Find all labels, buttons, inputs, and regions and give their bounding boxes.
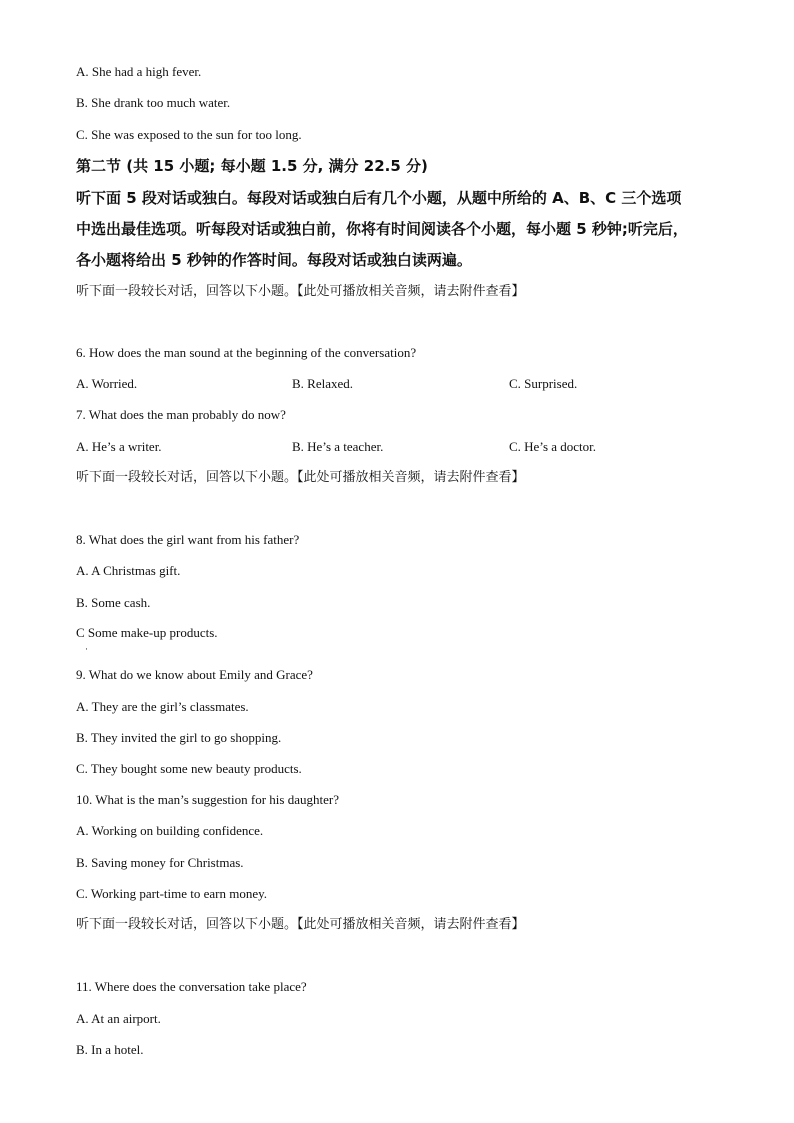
q5-option-c: C. She was exposed to the sun for too long. [76, 127, 302, 142]
stray-dot: · [85, 644, 88, 654]
option-b: B. They invited the girl to go shopping. [76, 730, 282, 745]
option-b: B. In a hotel. [76, 1042, 144, 1057]
option-a: A. Working on building confidence. [76, 823, 264, 838]
option-c: C Some make-up products. [76, 625, 218, 640]
instruction-line-3: 各小题将给出 5 秒钟的作答时间。每段对话或独白读两遍。 [76, 251, 472, 269]
question-stem: 11. Where does the conversation take place? [76, 979, 307, 994]
question-stem: 10. What is the man’s suggestion for his daughter? [76, 792, 339, 807]
question-stem: 6. How does the man sound at the beginning of the conversation? [76, 345, 417, 360]
audio-note: 听下面一段较长对话，回答以下小题。【此处可播放相关音频，请去附件查看】 [76, 470, 525, 485]
option-a: A. A Christmas gift. [76, 563, 181, 578]
instruction-line-2: 中选出最佳选项。听每段对话或独白前，你将有时间阅读各个小题，每小题 5 秒钟;听完后， [76, 220, 688, 238]
section-heading: 第二节 (共 15 小题; 每小题 1.5 分, 满分 22.5 分) [76, 157, 428, 175]
option-a: A. He’s a writer. [76, 439, 162, 454]
question-stem: 9. What do we know about Emily and Grace? [76, 667, 313, 682]
option-a: A. They are the girl’s classmates. [76, 699, 249, 714]
option-b: B. He’s a teacher. [292, 439, 384, 454]
option-c: C. They bought some new beauty products. [76, 761, 302, 776]
audio-note: 听下面一段较长对话，回答以下小题。【此处可播放相关音频，请去附件查看】 [76, 284, 525, 299]
option-a: A. Worried. [76, 376, 138, 391]
option-b: B. Saving money for Christmas. [76, 855, 244, 870]
question-stem: 8. What does the girl want from his father? [76, 532, 300, 547]
question-stem: 7. What does the man probably do now? [76, 407, 286, 422]
option-b: B. Some cash. [76, 595, 151, 610]
option-c: C. He’s a doctor. [509, 439, 597, 454]
option-a: A. At an airport. [76, 1011, 161, 1026]
q5-option-a: A. She had a high fever. [76, 64, 202, 79]
audio-note: 听下面一段较长对话，回答以下小题。【此处可播放相关音频，请去附件查看】 [76, 917, 525, 932]
option-b: B. Relaxed. [292, 376, 354, 391]
q5-option-b: B. She drank too much water. [76, 95, 231, 110]
option-c: C. Working part-time to earn money. [76, 886, 268, 901]
instruction-line-1: 听下面 5 段对话或独白。每段对话或独白后有几个小题，从题中所给的 A、B、C 三个选项 [76, 189, 682, 207]
option-c: C. Surprised. [509, 376, 578, 391]
